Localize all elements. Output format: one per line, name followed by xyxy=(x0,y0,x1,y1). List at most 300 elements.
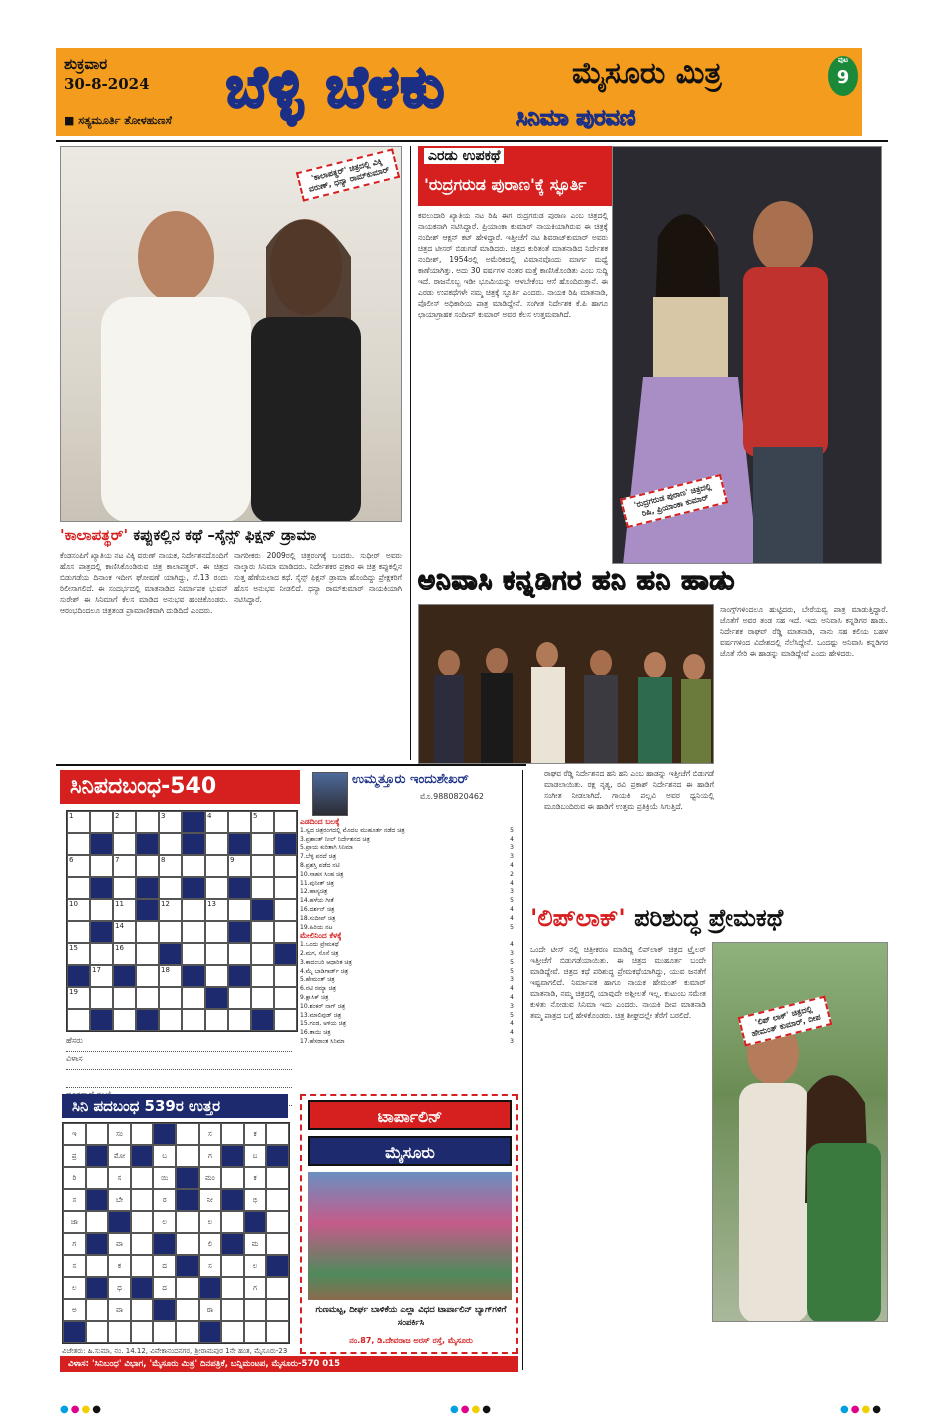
answer-cell xyxy=(221,1211,244,1233)
answer-cell: ಮ xyxy=(244,1233,267,1255)
grid-cell[interactable]: 14 xyxy=(113,921,136,943)
section-rule xyxy=(56,764,526,766)
answer-cell xyxy=(131,1277,154,1299)
grid-cell xyxy=(67,965,90,987)
answer-cell: ಬ xyxy=(244,1145,267,1167)
grid-cell[interactable] xyxy=(205,965,228,987)
grid-cell[interactable] xyxy=(205,943,228,965)
grid-cell[interactable] xyxy=(113,833,136,855)
grid-cell[interactable] xyxy=(251,833,274,855)
grid-cell[interactable] xyxy=(251,943,274,965)
answer-cell xyxy=(176,1145,199,1167)
answer-cell: ಬ xyxy=(153,1145,176,1167)
answer-cell xyxy=(266,1277,289,1299)
answer-cell: ಸ xyxy=(199,1255,222,1277)
article1-body-col1: ಕೆಂಡಸಂಪಿಗೆ ಖ್ಯಾತಿಯ ನಟ ವಿಕ್ಕಿ ವರುಣ್ ನಾಯಕ, ನಿರ್ದೇಶನದೊಂದಿಗೆ ಹೊಸ ಪಾತ್ರದಲ್ಲಿ ಕಾಣಿಸಿಕೊಂಡಿರುವ ಚಿತ್ರ ಕಾಲಾಪತ್ಥರ್. ಈ ಚಿತ್ರದ ಬಿಡುಗಡೆಯ ದಿನಾಂಕ ಇದೀಗ ಘೋಷಣೆ ಯಾಗಿದ್ದು, ಸೆ.13 ರಂದು ರಿಲೀಸಾಗಲಿದೆ. ಈ ಸಂದರ್ಭದಲ್ಲಿ ಮಾತನಾಡಿದ ನಿರ್ಮಾಪಕ ಭುವನ್ ಸುರೇಶ್ ಈ ಸಿನಿಮಾಗೆ ಕೆಲಸ ಮಾಡಿದ ಅನುಭವ ಹಂಚಿಕೊಂಡರು. ಆರಂಭದಿಂದಲೂ ಚಿತ್ರತಂಡ ಪ್ರಾಮಾಣಿಕವಾಗಿ ದುಡಿದಿದೆ ಎಂದರು. xyxy=(60,551,228,615)
clue-length: 3 xyxy=(510,844,514,852)
grid-cell[interactable] xyxy=(228,899,251,921)
answer-cell xyxy=(86,1145,109,1167)
answer-cell xyxy=(266,1233,289,1255)
clue-length: 4 xyxy=(510,1029,514,1037)
answer-cell xyxy=(86,1277,109,1299)
grid-cell[interactable] xyxy=(159,877,182,899)
grid-cell[interactable]: 9 xyxy=(228,855,251,877)
grid-cell[interactable] xyxy=(67,1009,90,1031)
clue-list xyxy=(300,818,514,1047)
answer-cell xyxy=(86,1299,109,1321)
grid-cell[interactable]: 15 xyxy=(67,943,90,965)
clue-text: 1.ಸ್ವದ ಚಿತ್ರರಂಗದಲ್ಲಿ ಮೊದಲ ಮುಹೂರ್ತ ನಡೆದ ಚಿತ್ರ xyxy=(300,826,405,834)
grid-cell[interactable]: 19 xyxy=(67,987,90,1009)
grid-cell xyxy=(136,833,159,855)
grid-cell[interactable] xyxy=(182,987,205,1009)
answer-cell xyxy=(108,1321,131,1343)
answer-cell xyxy=(86,1233,109,1255)
ad-banner2: ಮೈಸೂರು xyxy=(308,1136,512,1166)
grid-cell[interactable]: 5 xyxy=(251,811,274,833)
grid-cell xyxy=(228,877,251,899)
down-clue xyxy=(300,994,514,1003)
answer-cell xyxy=(131,1233,154,1255)
clue-text: 15.ಗಂಡ, ಅಳಿಯ ಚಿತ್ರ xyxy=(300,1020,347,1028)
grid-cell xyxy=(113,965,136,987)
answer-cell xyxy=(131,1211,154,1233)
clue-text: 3.ಕಾದಂಬರಿ ಆಧಾರಿತ ಚಿತ್ರ xyxy=(300,958,352,966)
article4-caption: 'ಲಿಪ್ ಲಾಕ್' ಚಿತ್ರದಲ್ಲಿ ಹೇಮಂತ್ ಕುಮಾರ್, ದೀಪ xyxy=(738,996,833,1047)
article3-body-right: ಸಾಂಗ್ಸ್‌ಗಳಿಂದಲೂ ಹುಟ್ಟಿದರು, ಬೇರೆಯವ್ವ ಪಾತ್ರ ಮಾಡುತ್ತಿದ್ದಾರೆ. ಜೊತೆಗೆ ಅವರ ತಂಡ ಸಹ ಇದೆ. ಇದು ಅನಿವಾಸಿ ಕನ್ನಡಿಗರ ಹಾಡು. ನಿರ್ದೇಶಕ ರಾಘವ್ ರೆಡ್ಡಿ ಮಾತನಾಡಿ, ನಾನು ಸಹ ಕಲಿಯ ಬಹಳ ವರ್ಷಗಳಿಂದ ವಿದೇಶದಲ್ಲಿ ನೆಲೆಸಿದ್ದೇನೆ. ಒಂದಷ್ಟು ಅನಿವಾಸಿ ಕನ್ನಡಿಗರ ಜೊತೆ ಸೇರಿ ಈ ಹಾಡನ್ನು ಮಾಡಿದ್ದೇವೆ ಎಂದು ಹೇಳಿದರು. xyxy=(720,605,888,658)
grid-cell xyxy=(228,921,251,943)
clue-length: 2 xyxy=(510,870,514,878)
across-clue xyxy=(300,880,514,889)
answer-cell xyxy=(86,1189,109,1211)
day: ಶುಕ್ರವಾರ xyxy=(64,55,108,73)
answer-cell xyxy=(221,1299,244,1321)
author-avatar xyxy=(312,772,348,816)
grid-cell[interactable]: 10 xyxy=(67,899,90,921)
clue-length: 5 xyxy=(510,826,514,834)
grid-cell[interactable] xyxy=(90,899,113,921)
grid-cell[interactable] xyxy=(205,1009,228,1031)
down-clue xyxy=(300,959,514,968)
answer-cell xyxy=(266,1145,289,1167)
down-clue xyxy=(300,1038,514,1047)
footer-address: ವಿಳಾಸ: 'ಸಿನಿಬಂಧ' ವಿಭಾಗ, 'ಮೈಸೂರು ಮಿತ್ರ' ದಿನಪತ್ರಿಕೆ, ಬನ್ನಿಮಂಟಪ, ಮೈಸೂರು-570 015 xyxy=(60,1356,518,1372)
answer-cell xyxy=(266,1189,289,1211)
grid-cell[interactable]: 1 xyxy=(67,811,90,833)
grid-cell[interactable] xyxy=(228,943,251,965)
grid-cell[interactable] xyxy=(228,987,251,1009)
clue-text: 9.ಕ್ಲಾಸಿಕ್ ಚಿತ್ರ xyxy=(300,993,329,1001)
answer-cell: ಸ xyxy=(63,1189,86,1211)
article1-headline-red: 'ಕಾಲಾಪತ್ಥರ್' xyxy=(60,526,129,544)
newspaper-logo: ಮೈಸೂರು ಮಿತ್ರ xyxy=(572,56,722,91)
answer-cell xyxy=(244,1321,267,1343)
page-number: 9 xyxy=(836,67,850,88)
column-rule-2 xyxy=(522,770,523,1370)
clue-text: 14.ಹಳೆಯ ಗೀತೆ xyxy=(300,897,334,905)
grid-cell[interactable]: 3 xyxy=(159,811,182,833)
grid-cell[interactable] xyxy=(182,1009,205,1031)
answer-cell xyxy=(63,1321,86,1343)
grid-cell[interactable] xyxy=(251,987,274,1009)
answer-cell xyxy=(153,1299,176,1321)
answer-cell xyxy=(199,1277,222,1299)
answer-cell xyxy=(221,1123,244,1145)
clue-text: 11.ಪುನೀತ್ ಚಿತ್ರ xyxy=(300,879,334,887)
grid-cell[interactable] xyxy=(113,877,136,899)
clue-text: 17.ಹೆಸರಾಂತ ಸಿನಿಮಾ xyxy=(300,1037,345,1045)
article2-body: ಕವಲುದಾರಿ ಖ್ಯಾತಿಯ ನಟ ರಿಷಿ ಈಗ ರುದ್ರಗರುಡ ಪುರಾಣ ಎಂಬ ಚಿತ್ರದಲ್ಲಿ ನಾಯಕನಾಗಿ ನಟಿಸಿದ್ದಾರೆ. ಪ್ರಿಯಾಂಕಾ ಕುಮಾರ್ ನಾಯಕಿಯಾಗಿರುವ ಈ ಚಿತ್ರಕ್ಕೆ ನಂದೀಶ್ ಆಕ್ಷನ್ ಕಟ್ ಹೇಳಿದ್ದಾರೆ. ಇತ್ತೀಚೆಗೆ ನಟ ಶಿವರಾಜ್‌ಕುಮಾರ್ ಅವರು ಚಿತ್ರದ ಟೀಸರ್ ಬಿಡುಗಡೆ ಮಾಡಿದರು. ಚಿತ್ರದ ಕುರಿತಂತೆ ಮಾತನಾಡಿದ ನಿರ್ದೇಶಕ ನಂದೀಶ್, 1954ರಲ್ಲಿ ಅಮೆರಿಕದಲ್ಲಿ ವಿಮಾನವೊಂದು ಮಾರ್ಗ ಮಧ್ಯೆ ಕಾಣೆಯಾಗಿತ್ತು. ಅದು 30 ವರ್ಷಗಳ ನಂತರ ಮತ್ತೆ ಕಾಣಿಸಿಕೊಂಡಿತು ಎಂಬ ಸುದ್ದಿ ಇದೆ. ರಾಜನೊಬ್ಬ ಇಡೀ ಭೂಮಿಯನ್ನು ಆಳಬೇಕೆಂಬ ಆಸೆ ಹೊಂದಿರುತ್ತಾನೆ. ಈ ಎರಡು ಉಪಕಥೆಗಳೇ ನಮ್ಮ ಚಿತ್ರಕ್ಕೆ ಸ್ಫೂರ್ತಿ ಎಂದರು. ನಾಯಕ ರಿಷಿ ಮಾತನಾಡಿ, ಪೊಲೀಸ್ ಅಧಿಕಾರಿಯ ಪಾತ್ರ ಮಾಡಿದ್ದೇನೆ. ಸಂಗೀತ ನಿರ್ದೇಶಕ ಕೆ.ಪಿ ಹಾಗೂ ಛಾಯಾಗ್ರಾಹಕ ಸಂದೀಪ್ ಕುಮಾರ್ ಅವರ ಕೆಲಸ ಉತ್ತಮವಾಗಿದೆ. xyxy=(418,211,608,319)
clue-text: 13.ಮಾಲಿವುಡ್ ಚಿತ್ರ xyxy=(300,1011,342,1019)
grid-cell[interactable] xyxy=(205,833,228,855)
grid-cell xyxy=(251,1009,274,1031)
answer-cell xyxy=(221,1167,244,1189)
clue-text: 5.ಹೇಮಂತ್ ಚಿತ್ರ xyxy=(300,976,335,984)
answer-cell xyxy=(86,1167,109,1189)
answer-cell xyxy=(221,1189,244,1211)
grid-cell[interactable] xyxy=(90,855,113,877)
clue-length: 3 xyxy=(510,1002,514,1010)
answer-cell: ದ xyxy=(153,1255,176,1277)
grid-cell[interactable] xyxy=(159,987,182,1009)
clue-text: 2.ಮಗ, ಸೊಸೆ ಚಿತ್ರ xyxy=(300,949,339,957)
article1-photo xyxy=(60,146,402,522)
grid-cell[interactable] xyxy=(228,1009,251,1031)
answer-cell: ವಾ xyxy=(108,1299,131,1321)
answer-cell: ಜಾ xyxy=(63,1211,86,1233)
clue-length: 5 xyxy=(510,923,514,931)
grid-cell[interactable] xyxy=(159,1009,182,1031)
answer-cell xyxy=(86,1123,109,1145)
answer-cell: ಸ xyxy=(63,1255,86,1277)
answer-cell: ಬೇ xyxy=(108,1189,131,1211)
grid-cell[interactable] xyxy=(274,987,297,1009)
answer-cell xyxy=(176,1321,199,1343)
answer-cell xyxy=(266,1123,289,1145)
clue-text: 12.ಹಾಸ್ಯಚಿತ್ರ xyxy=(300,888,328,896)
answer-cell: ಮಂ xyxy=(199,1167,222,1189)
clue-length: 5 xyxy=(510,967,514,975)
grid-cell[interactable] xyxy=(136,987,159,1009)
answer-cell: ಲ xyxy=(63,1277,86,1299)
grid-cell[interactable] xyxy=(251,965,274,987)
registration-dots-right: ●●●● xyxy=(840,1404,883,1415)
puzzle-title: ಸಿನಿಪದಬಂಧ-540 xyxy=(60,770,300,804)
down-clue xyxy=(300,1029,514,1038)
grid-cell[interactable]: 6 xyxy=(67,855,90,877)
grid-cell xyxy=(228,965,251,987)
answer-cell: ಸ xyxy=(108,1167,131,1189)
down-clue xyxy=(300,968,514,977)
clue-text: 18.ಸುದೀಪ್ ಚಿತ್ರ xyxy=(300,914,336,922)
answer-cell: ರಿ xyxy=(63,1167,86,1189)
article3-photo xyxy=(418,604,714,764)
grid-cell[interactable] xyxy=(67,877,90,899)
article4-photo xyxy=(712,942,888,1322)
grid-cell xyxy=(90,877,113,899)
answer-cell xyxy=(131,1189,154,1211)
answer-cell: ಸ xyxy=(199,1123,222,1145)
clue-length: 3 xyxy=(510,853,514,861)
across-clue xyxy=(300,915,514,924)
down-clues xyxy=(300,941,514,1047)
answer-cell: ಗ xyxy=(199,1145,222,1167)
answer-cell xyxy=(131,1299,154,1321)
clue-length: 4 xyxy=(510,941,514,949)
answer-cell xyxy=(108,1211,131,1233)
clue-length: 3 xyxy=(510,949,514,957)
clue-text: 5.ಪ್ರಾಯ ಕುರಿತಾಗಿ ಸಿನಿಮಾ xyxy=(300,844,353,852)
down-clue xyxy=(300,985,514,994)
answer-cell xyxy=(176,1299,199,1321)
down-clue xyxy=(300,1003,514,1012)
answer-cell: ಮೋ xyxy=(108,1145,131,1167)
shop-photo xyxy=(308,1172,512,1300)
answer-cell: ರಾ xyxy=(199,1299,222,1321)
author-credit: ■ ಸತ್ಯಮೂರ್ತಿ ತೋಳಹುಣಸೆ xyxy=(64,114,172,127)
across-clue xyxy=(300,906,514,915)
answer-cell: ಅ xyxy=(63,1299,86,1321)
grid-cell xyxy=(182,833,205,855)
clue-length: 5 xyxy=(510,897,514,905)
grid-cell[interactable]: 4 xyxy=(205,811,228,833)
grid-cell[interactable] xyxy=(274,965,297,987)
answer-cell: ಪ್ರ xyxy=(63,1145,86,1167)
clue-text: 1.ಒಂದು ಪ್ರೇಮಕಥೆ xyxy=(300,941,339,949)
down-clue xyxy=(300,950,514,959)
grid-cell[interactable] xyxy=(136,855,159,877)
grid-cell xyxy=(90,833,113,855)
grid-cell[interactable] xyxy=(251,877,274,899)
crossword-grid[interactable] xyxy=(66,810,298,1032)
grid-cell[interactable] xyxy=(274,877,297,899)
grid-cell[interactable] xyxy=(182,921,205,943)
answer-cell xyxy=(153,1233,176,1255)
article1-caption: 'ಕಾಲಾಪತ್ಥರ್' ಚಿತ್ರದಲ್ಲಿ ವಿಕ್ಕಿ ವರುಣ್, ಧನ್ಯಾ ರಾಮ್‌ಕುಮಾರ್ xyxy=(296,148,400,201)
answer-cell: ಕ xyxy=(244,1167,267,1189)
answer-cell xyxy=(176,1211,199,1233)
answer-cell xyxy=(266,1211,289,1233)
answer-cell xyxy=(176,1255,199,1277)
answer-cell: ನೀ xyxy=(199,1189,222,1211)
grid-cell[interactable] xyxy=(90,811,113,833)
clue-length: 4 xyxy=(510,985,514,993)
answer-cell xyxy=(221,1321,244,1343)
grid-cell[interactable] xyxy=(205,921,228,943)
grid-cell xyxy=(182,877,205,899)
grid-cell[interactable]: 2 xyxy=(113,811,136,833)
answer-cell: ಭಿ xyxy=(244,1189,267,1211)
couple-embrace-illustration xyxy=(713,943,888,1322)
ad-address: ನಂ.87, ಡಿ.ದೇವರಾಜ ಅರಸ್ ರಸ್ತೆ, ಮೈಸೂರು xyxy=(349,1336,473,1345)
grid-cell[interactable] xyxy=(90,987,113,1009)
across-clue xyxy=(300,827,514,836)
grid-cell[interactable] xyxy=(274,1009,297,1031)
grid-cell[interactable] xyxy=(159,921,182,943)
clue-length: 3 xyxy=(510,888,514,896)
answer-cell xyxy=(153,1321,176,1343)
grid-cell xyxy=(182,965,205,987)
grid-cell[interactable] xyxy=(205,855,228,877)
clue-length: 4 xyxy=(510,861,514,869)
grid-cell[interactable]: 7 xyxy=(113,855,136,877)
clue-text: 4.ಮೈ ಬಾಡಿಗಾರ್ಡ್ ಚಿತ್ರ xyxy=(300,967,349,975)
grid-cell[interactable] xyxy=(136,965,159,987)
answer-cell: ಲ xyxy=(153,1211,176,1233)
answer-cell xyxy=(176,1123,199,1145)
grid-cell xyxy=(90,921,113,943)
grid-cell[interactable] xyxy=(274,811,297,833)
answer-cell xyxy=(131,1123,154,1145)
article2-headline1: ಎರಡು ಉಪಕಥೆ xyxy=(424,148,504,164)
grid-cell[interactable]: 8 xyxy=(159,855,182,877)
form-name-field[interactable]: ಹೆಸರು xyxy=(66,1036,292,1052)
across-clue xyxy=(300,862,514,871)
answer-cell xyxy=(86,1255,109,1277)
grid-cell[interactable] xyxy=(274,899,297,921)
grid-cell[interactable] xyxy=(251,855,274,877)
article2-headline2: 'ರುದ್ರಗರುಡ ಪುರಾಣ'ಕ್ಕೆ ಸ್ಫೂರ್ತಿ xyxy=(424,175,587,194)
answer-cell xyxy=(131,1255,154,1277)
article1-body-col2: ನಾಗರೀಕರು 2009ರಲ್ಲಿ ಚಿತ್ರರಂಗಕ್ಕೆ ಬಂದರು. ಸುಧೀರ್ ಅವರು ನಾಲ್ಕಾರು ಸಿನಿಮಾ ಮಾಡಿದರು. ನಿರ್ದೇಶಕರ ಪ್ರಕಾರ ಈ ಚಿತ್ರ ಕಪ್ಪುಕಲ್ಲಿನ ಸುತ್ತ ಹೆಣೆಯಲಾದ ಕಥೆ. ಸೈನ್ಸ್ ಫಿಕ್ಷನ್ ಡ್ರಾಮಾ ಹೊಂದಿದ್ದು ಪ್ರೇಕ್ಷಕರಿಗೆ ಹೊಸ ಅನುಭವ ನೀಡಲಿದೆ. ಧನ್ಯಾ ರಾಮ್‌ಕುಮಾರ್ ನಾಯಕಿಯಾಗಿ ನಟಿಸಿದ್ದಾರೆ. xyxy=(234,551,402,604)
grid-cell[interactable] xyxy=(182,899,205,921)
form-address-field[interactable]: ವಿಳಾಸ xyxy=(66,1054,292,1070)
article4-headline-red: 'ಲಿಪ್‌ಲಾಕ್' xyxy=(530,904,626,932)
clue-length: 4 xyxy=(510,1020,514,1028)
grid-cell xyxy=(205,987,228,1009)
grid-cell[interactable] xyxy=(251,921,274,943)
answer-cell: ಕ xyxy=(108,1255,131,1277)
couple-photo-illustration xyxy=(61,147,402,522)
date: 30-8-2024 xyxy=(64,75,150,93)
grid-cell[interactable]: 17 xyxy=(90,965,113,987)
answer-cell xyxy=(221,1255,244,1277)
answer-cell: ವಾ xyxy=(108,1233,131,1255)
supplement-subtitle: ಸಿನಿಮಾ ಪುರವಣಿ xyxy=(516,106,636,131)
answer-cell xyxy=(199,1321,222,1343)
answer-grid xyxy=(62,1122,290,1344)
masthead xyxy=(56,48,862,136)
grid-cell[interactable] xyxy=(182,855,205,877)
clue-length: 4 xyxy=(510,905,514,913)
answer-cell xyxy=(176,1167,199,1189)
grid-cell[interactable] xyxy=(136,811,159,833)
clue-text: 19.ಹಿರಿಯ ನಟ xyxy=(300,923,333,931)
answer-cell xyxy=(153,1123,176,1145)
winner-info: ವಿಜೇತರು: ಹಿ.ಸುಮಾ, ನಂ. 14.12, ವಿವೇಕಾನಂದನಗರ, ಶ್ರೀರಾಮಪುರ 1ನೇ ಹಂತ, ಮೈಸೂರು-23 xyxy=(62,1347,288,1355)
answer-cell xyxy=(176,1277,199,1299)
clue-text: 7.ಬೆಳ್ಳಿ ಪರದೆ ಚಿತ್ರ xyxy=(300,853,337,861)
answer-cell xyxy=(244,1211,267,1233)
grid-cell xyxy=(251,899,274,921)
article4-headline xyxy=(530,904,783,932)
grid-cell xyxy=(159,943,182,965)
answer-cell xyxy=(266,1167,289,1189)
answer-cell: ಲ xyxy=(199,1211,222,1233)
across-clue xyxy=(300,836,514,845)
registration-dots-left: ●●●● xyxy=(60,1404,103,1415)
grid-cell xyxy=(274,943,297,965)
article2-caption: 'ರುದ್ರಗರುಡ ಪುರಾಣ' ಚಿತ್ರದಲ್ಲಿ ರಿಷಿ, ಪ್ರಿಯಾಂಕಾ ಕುಮಾರ್ xyxy=(620,474,728,528)
clue-length: 5 xyxy=(510,958,514,966)
column-rule-1 xyxy=(410,146,411,760)
grid-cell[interactable] xyxy=(182,943,205,965)
article1-headline-black: ಕಪ್ಪುಕಲ್ಲಿನ ಕಥೆ –ಸೈನ್ಸ್ ಫಿಕ್ಷನ್ ಡ್ರಾಮಾ xyxy=(133,526,317,544)
ad-tagline: ಗುಣಮಟ್ಟ, ದೀರ್ಘ ಬಾಳಿಕೆಯ ಎಲ್ಲಾ ವಿಧದ ಟಾರ್ಪಾಲಿನ್ ಬ್ಯಾಗ್‌ಗಳಿಗೆ ಸಂಪರ್ಕಿಸಿ xyxy=(315,1305,507,1328)
grid-cell xyxy=(182,811,205,833)
grid-cell xyxy=(136,899,159,921)
across-clues xyxy=(300,827,514,933)
grid-cell[interactable] xyxy=(159,833,182,855)
across-clue xyxy=(300,844,514,853)
grid-cell[interactable] xyxy=(90,943,113,965)
article3-headline: ಅನಿವಾಸಿ ಕನ್ನಡಿಗರ ಹನಿ ಹನಿ ಹಾಡು xyxy=(418,566,736,596)
across-clue xyxy=(300,897,514,906)
grid-cell[interactable] xyxy=(136,921,159,943)
grid-cell[interactable] xyxy=(274,921,297,943)
down-clue xyxy=(300,1020,514,1029)
grid-cell[interactable]: 12 xyxy=(159,899,182,921)
answer-cell xyxy=(221,1145,244,1167)
answer-cell: ಗ xyxy=(244,1277,267,1299)
clue-length: 5 xyxy=(510,1011,514,1019)
grid-cell[interactable] xyxy=(228,811,251,833)
grid-cell[interactable]: 13 xyxy=(205,899,228,921)
grid-cell[interactable] xyxy=(136,943,159,965)
down-clue xyxy=(300,1012,514,1021)
answer-cell: ಲಿ xyxy=(199,1233,222,1255)
form-address-line2[interactable] xyxy=(66,1072,292,1088)
clue-text: 3.ಪ್ರಶಾಂತ್ ನೀಲ್ ನಿರ್ದೇಶನದ ಚಿತ್ರ xyxy=(300,835,370,843)
across-clue xyxy=(300,888,514,897)
grid-cell[interactable]: 11 xyxy=(113,899,136,921)
answer-title: ಸಿನಿ ಪದಬಂಧ 539ರ ಉತ್ತರ xyxy=(62,1094,288,1118)
down-clue xyxy=(300,976,514,985)
answer-cell xyxy=(131,1321,154,1343)
clue-text: 16.ತಾಯಿ ಚಿತ್ರ xyxy=(300,1029,331,1037)
answer-cell: ರ xyxy=(153,1189,176,1211)
clue-text: 16.ದರ್ಶನ್ ಚಿತ್ರ xyxy=(300,905,335,913)
across-clue xyxy=(300,871,514,880)
grid-cell xyxy=(228,833,251,855)
masthead-date xyxy=(64,54,150,94)
article1-headline xyxy=(60,526,402,548)
grid-cell[interactable]: 18 xyxy=(159,965,182,987)
grid-cell[interactable] xyxy=(205,877,228,899)
answer-cell: ದ xyxy=(153,1277,176,1299)
grid-cell xyxy=(136,1009,159,1031)
grid-cell[interactable] xyxy=(67,921,90,943)
article4-body: ಒಂದೇ ಟೀಸ್ ನಲ್ಲಿ ಚಿತ್ರೀಕರಣ ಮಾಡಿದ್ದ ಲಿಪ್‌ಲಾಕ್ ಚಿತ್ರದ ಟ್ರೈಲರ್ ಇತ್ತೀಚೆಗೆ ಬಿಡುಗಡೆಯಾಯಿತು. ಈ ಚಿತ್ರದ ಮುಹೂರ್ತ ಬಂದೇ ಮಾಡಿದ್ದೇವೆ. ಚಿತ್ರದ ಕಥೆ ಪರಿಶುದ್ಧ ಪ್ರೇಮಕಥೆಯಾಗಿದ್ದು, ಯುವ ಜನತೆಗೆ ಇಷ್ಟವಾಗಲಿದೆ. ನಿರ್ಮಾಪಕ ಹಾಗೂ ನಾಯಕ ಹೇಮಂತ್ ಕುಮಾರ್ ಮಾತನಾಡಿ, ನಮ್ಮ ಚಿತ್ರದಲ್ಲಿ ಯಾವುದೇ ಅಶ್ಲೀಲತೆ ಇಲ್ಲ. ಕುಟುಂಬ ಸಮೇತ ಕುಳಿತು ನೋಡುವ ಸಿನಿಮಾ ಇದು ಎಂದರು. ನಾಯಕಿ ದೀಪ ಮಾತನಾಡಿ ತಮ್ಮ ಪಾತ್ರದ ಬಗ್ಗೆ ಹೇಳಿಕೊಂಡರು. ಚಿತ್ರ ಶೀಘ್ರದಲ್ಲೇ ತೆರೆಗೆ ಬರಲಿದೆ. xyxy=(530,945,706,1020)
grid-cell[interactable] xyxy=(274,855,297,877)
across-clue xyxy=(300,853,514,862)
clue-text: 8.ಪ್ರಶಸ್ತಿ ಪಡೆದ ನಟಿ xyxy=(300,861,340,869)
grid-cell[interactable]: 16 xyxy=(113,943,136,965)
grid-cell[interactable] xyxy=(113,987,136,1009)
grid-cell[interactable] xyxy=(113,1009,136,1031)
tarpaulin-advertisement[interactable] xyxy=(300,1094,518,1354)
grid-cell[interactable] xyxy=(67,833,90,855)
puzzle-author: ಉಮ್ಮತ್ತೂರು ಇಂದುಶೇಖರ್ xyxy=(352,772,469,787)
answer-cell xyxy=(86,1211,109,1233)
grid-cell xyxy=(274,833,297,855)
answer-cell xyxy=(176,1189,199,1211)
answer-cell: ಇ xyxy=(63,1123,86,1145)
clue-text: 10.ಸಾಹಸ ಸಿಂಹ ಚಿತ್ರ xyxy=(300,870,344,878)
answer-cell xyxy=(86,1321,109,1343)
ad-banner1: ಟಾರ್ಪಾಲಿನ್ xyxy=(308,1100,512,1130)
page-number-badge xyxy=(828,56,858,96)
